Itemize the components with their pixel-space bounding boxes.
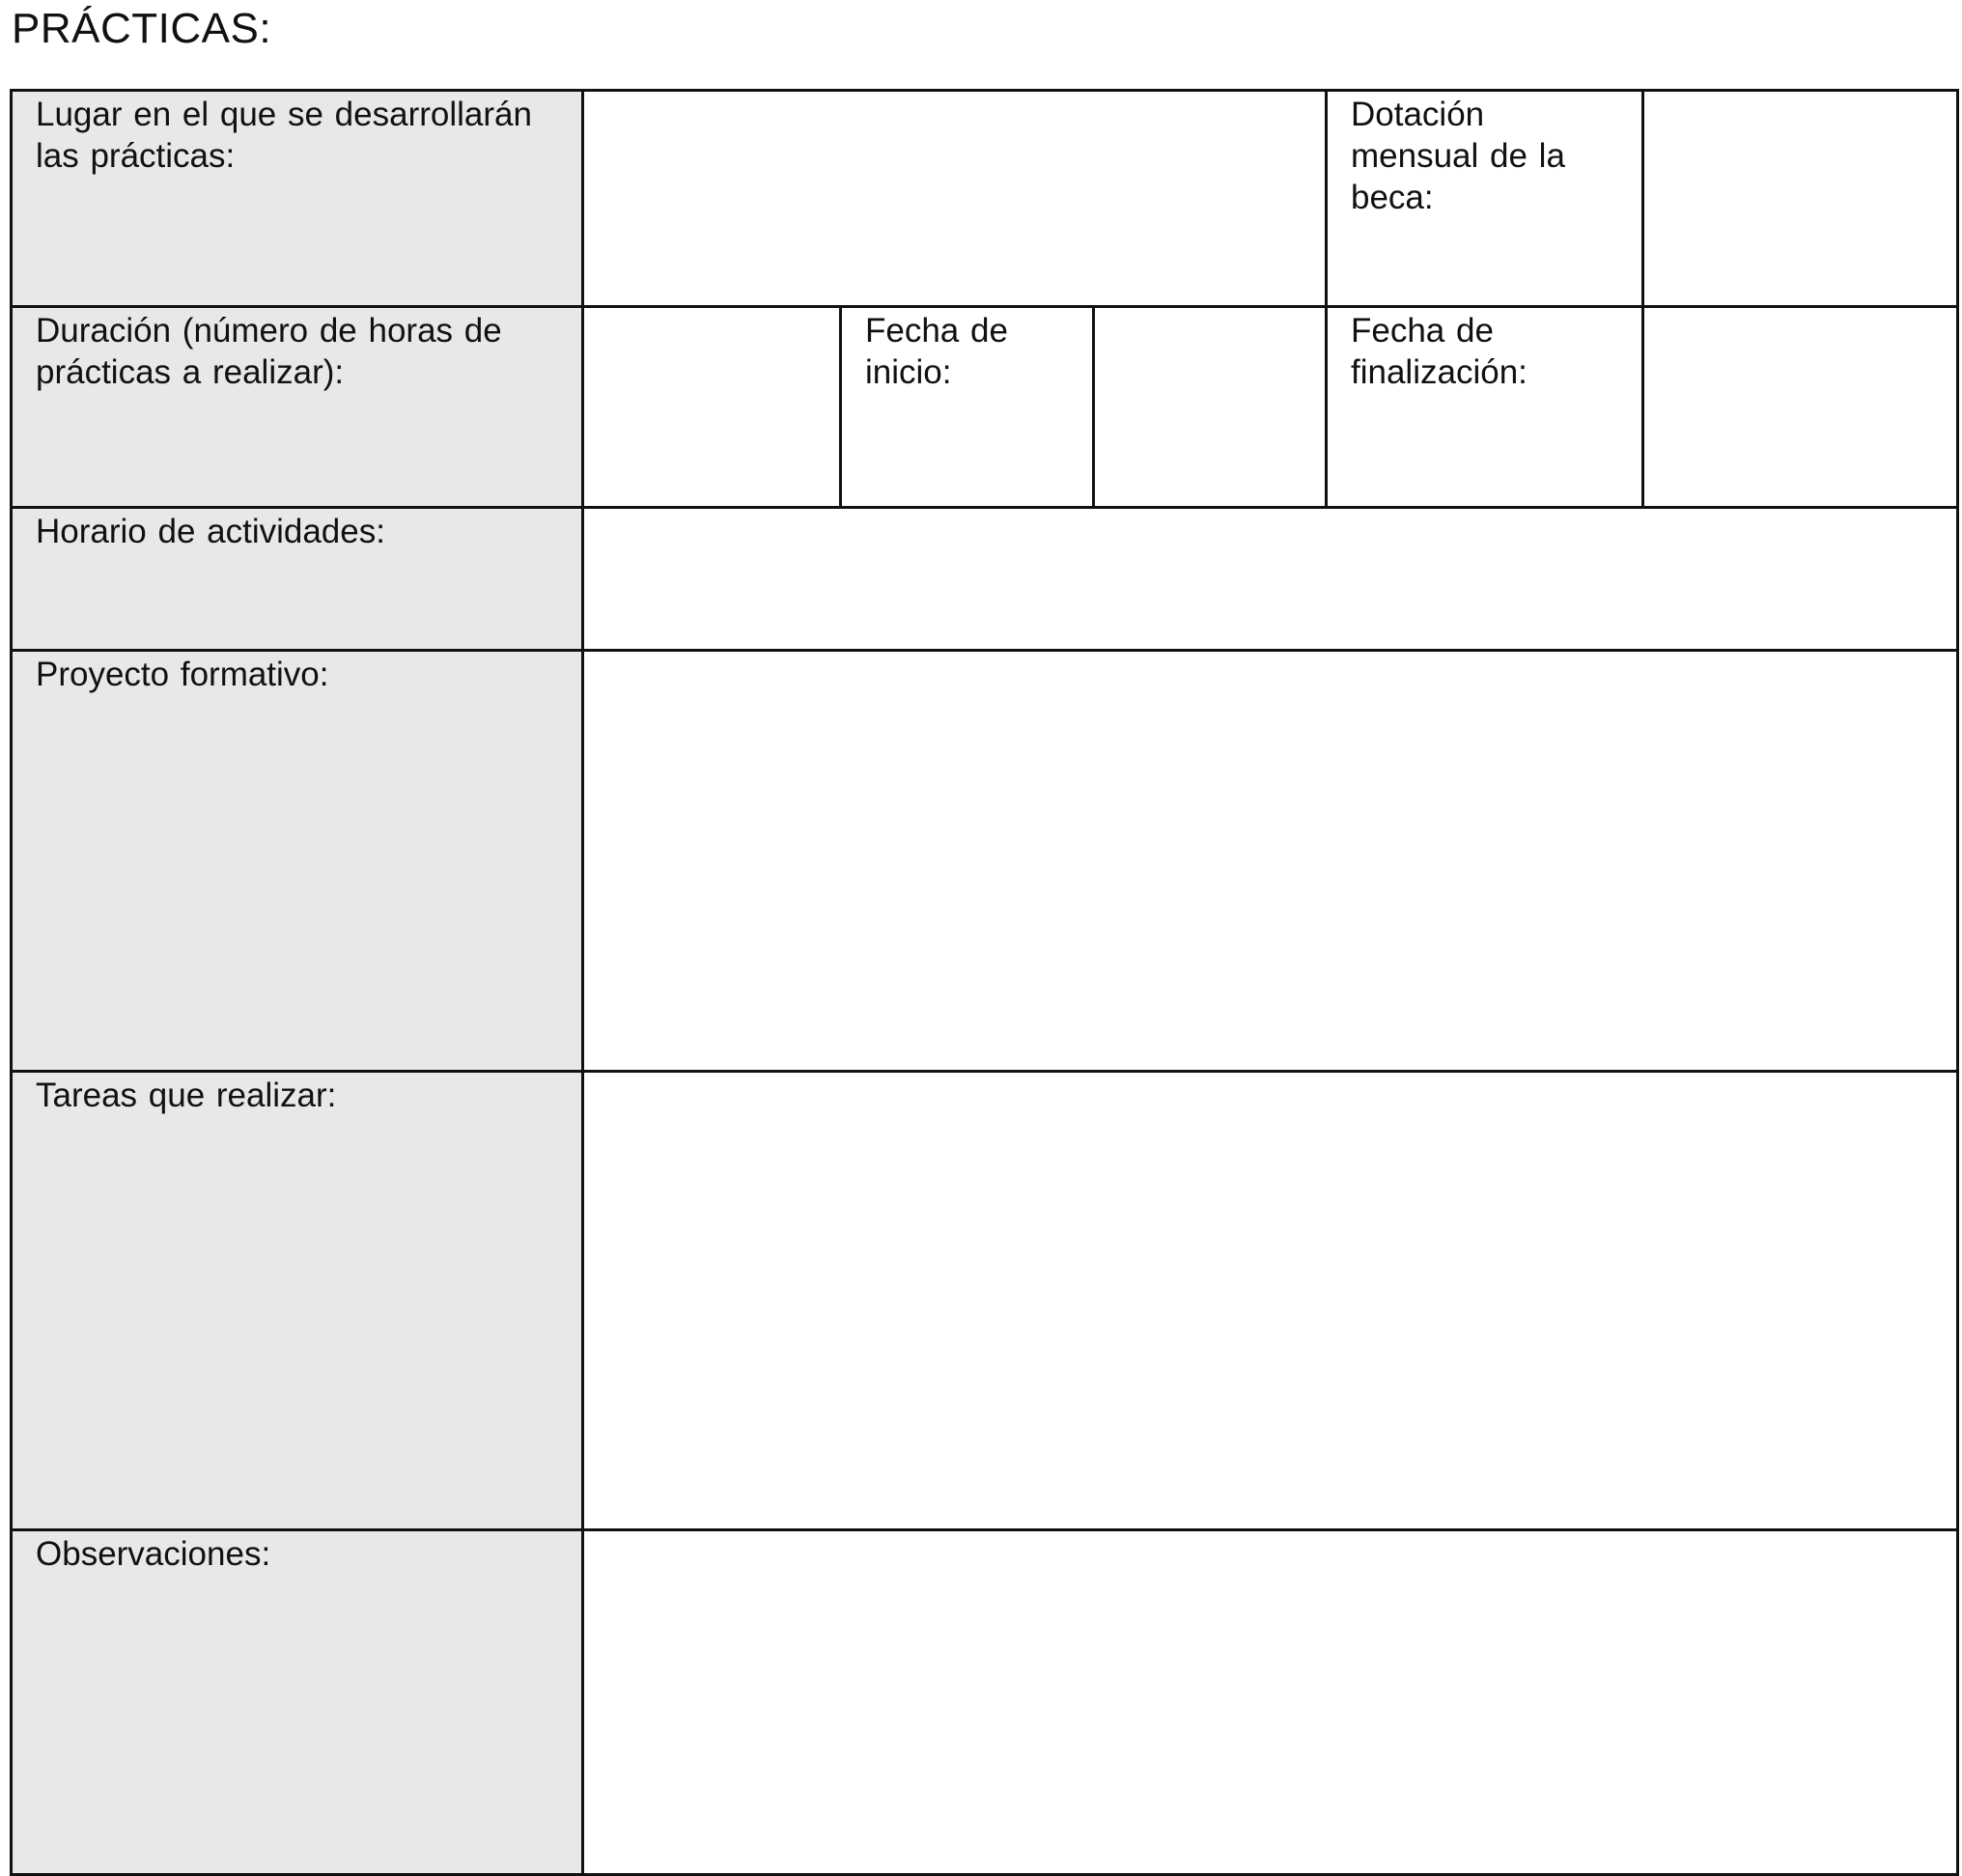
- duracion-field[interactable]: [583, 307, 841, 508]
- proyecto-label-cell: [12, 651, 583, 1072]
- duracion-label-cell: [12, 307, 583, 508]
- row-tareas: [12, 1072, 1958, 1530]
- horario-field[interactable]: [583, 508, 1958, 651]
- observaciones-label: Observaciones:: [36, 1535, 271, 1573]
- tareas-label: Tareas que realizar:: [36, 1077, 337, 1114]
- proyecto-label: Proyecto formativo:: [36, 656, 329, 693]
- row-proyecto: [12, 651, 1958, 1072]
- fecha-inicio-field[interactable]: [1094, 307, 1327, 508]
- row-observaciones: [12, 1530, 1958, 1875]
- page-title: PRÁCTICAS:: [12, 5, 272, 52]
- row-duracion: [12, 307, 1958, 508]
- horario-label-cell: [12, 508, 583, 651]
- observaciones-label-cell: [12, 1530, 583, 1875]
- lugar-label-cell: [12, 91, 583, 307]
- tareas-field[interactable]: [583, 1072, 1958, 1530]
- observaciones-field[interactable]: [583, 1530, 1958, 1875]
- dotacion-label: Dotación mensual de la beca:: [1351, 96, 1565, 216]
- row-horario: [12, 508, 1958, 651]
- dotacion-field[interactable]: [1643, 91, 1958, 307]
- practicas-form-table: [10, 89, 1959, 1876]
- fecha-inicio-label-cell: [841, 307, 1094, 508]
- dotacion-label-cell: [1327, 91, 1643, 307]
- tareas-label-cell: [12, 1072, 583, 1530]
- duracion-label: Duración (número de horas de prácticas a realizar):: [36, 312, 502, 391]
- proyecto-field[interactable]: [583, 651, 1958, 1072]
- lugar-label: Lugar en el que se desarrollarán las prácticas:: [36, 96, 532, 175]
- fecha-fin-field[interactable]: [1643, 307, 1958, 508]
- lugar-field[interactable]: [583, 91, 1327, 307]
- row-lugar: [12, 91, 1958, 307]
- fecha-inicio-label: Fecha de inicio:: [865, 312, 1008, 391]
- fecha-fin-label-cell: [1327, 307, 1643, 508]
- fecha-fin-label: Fecha de finalización:: [1351, 312, 1528, 391]
- horario-label: Horario de actividades:: [36, 513, 385, 550]
